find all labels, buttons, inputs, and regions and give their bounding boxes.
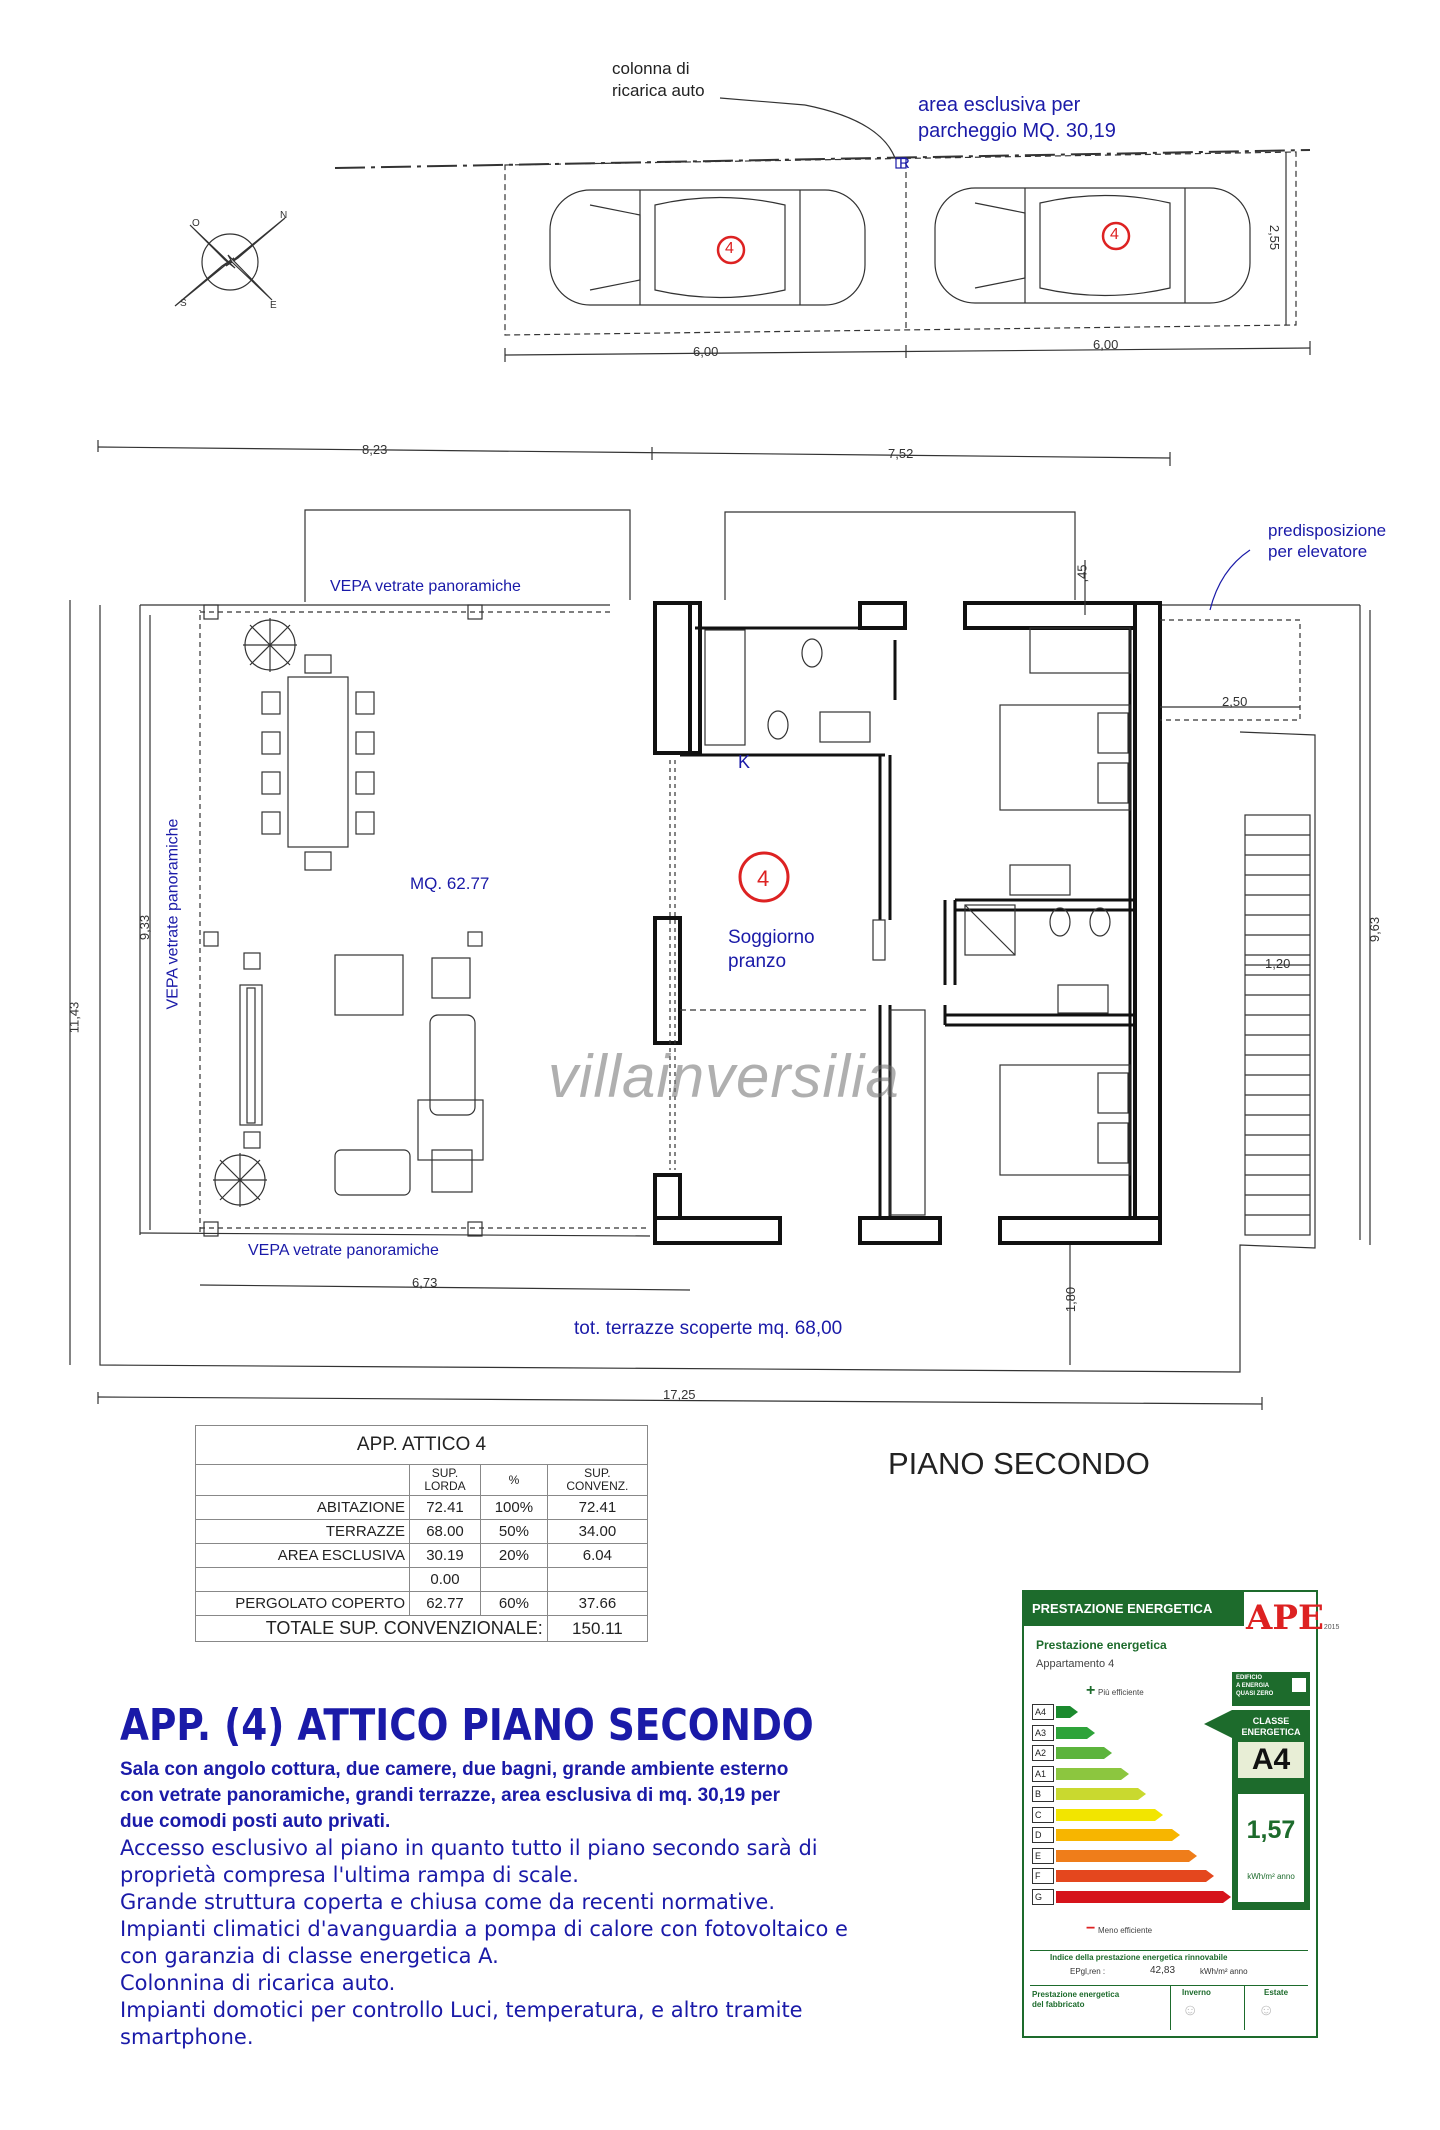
energy-subtitle: Prestazione energetica bbox=[1036, 1638, 1167, 1652]
plus-icon: + bbox=[1086, 1682, 1096, 1699]
stairs bbox=[1245, 815, 1310, 1235]
row-pct bbox=[481, 1568, 548, 1592]
energy-class-tip bbox=[1087, 1727, 1095, 1739]
terraces-label: tot. terrazze scoperte mq. 68,00 bbox=[574, 1318, 843, 1339]
header-lorda: SUP. LORDA bbox=[410, 1465, 481, 1496]
energy-class-tip bbox=[1155, 1809, 1163, 1821]
class-label: CLASSE ENERGETICA bbox=[1241, 1716, 1301, 1737]
car-1 bbox=[550, 190, 865, 305]
dining-table bbox=[262, 655, 374, 870]
dim-height-inner: 9,33 bbox=[137, 914, 153, 941]
renewable-title: Indice della prestazione energetica rinnovabile bbox=[1050, 1953, 1228, 1962]
charger-label: colonna di ricarica auto bbox=[612, 59, 705, 100]
renewable-box bbox=[1030, 1950, 1308, 1986]
row-label: TERRAZZE bbox=[196, 1520, 410, 1544]
energy-class-tip bbox=[1223, 1891, 1231, 1903]
summer-label: Estate bbox=[1264, 1988, 1289, 1997]
dim-elevator: 2,50 bbox=[1222, 694, 1248, 709]
table-caption: APP. ATTICO 4 bbox=[196, 1426, 648, 1465]
renewable-label: EPgl,ren : bbox=[1070, 1967, 1106, 1976]
row-label: ABITAZIONE bbox=[196, 1496, 410, 1520]
table-total-row bbox=[196, 1616, 648, 1642]
row-pct: 50% bbox=[481, 1520, 548, 1544]
plant-top bbox=[243, 618, 297, 672]
more-efficient: Più efficiente bbox=[1098, 1688, 1144, 1697]
dim-top-left: 8,23 bbox=[362, 442, 388, 457]
description bbox=[120, 1700, 980, 2051]
table-row bbox=[196, 1544, 648, 1568]
energy-performance-label bbox=[1022, 1590, 1340, 2038]
renewable-value: 42,83 bbox=[1150, 1965, 1176, 1976]
vepa-bottom-label: VEPA vetrate panoramiche bbox=[248, 1242, 439, 1259]
energy-class-fill bbox=[1056, 1768, 1121, 1780]
energy-class-tip bbox=[1121, 1768, 1129, 1780]
energy-class-label: A3 bbox=[1032, 1725, 1054, 1741]
table-row bbox=[196, 1520, 648, 1544]
area-mq-label: MQ. 62.77 bbox=[410, 874, 490, 893]
compass-e: E bbox=[270, 300, 277, 311]
row-pct: 60% bbox=[481, 1592, 548, 1616]
plant-bottom bbox=[213, 1153, 267, 1207]
energy-class-tip bbox=[1189, 1850, 1197, 1862]
dim-total: 17,25 bbox=[663, 1387, 696, 1402]
minus-icon: − bbox=[1086, 1920, 1096, 1937]
table-row bbox=[196, 1592, 648, 1616]
nzeb-label: EDIFICIO A ENERGIA QUASI ZERO bbox=[1236, 1675, 1274, 1697]
energy-class-fill bbox=[1056, 1850, 1189, 1862]
description-body: Accesso esclusivo al piano in quanto tutto il piano secondo sarà di proprietà compresa l'ultima rampa di scale. Grande struttura coperta e chiusa come da recenti normative. Impianti climatici d'avanguardia a pompa di calore con fotovoltaico e con garanzia di classe energetica A. Colonnina di ricarica auto. Impianti domotici per controllo Luci, temperatura, e altro tramite smartphone. bbox=[120, 1836, 848, 2049]
perf-divider bbox=[1244, 1986, 1245, 2030]
unit-number: 4 bbox=[757, 866, 770, 891]
table-row bbox=[196, 1496, 648, 1520]
row-lorda: 62.77 bbox=[410, 1592, 481, 1616]
energy-class-label: A4 bbox=[1032, 1704, 1054, 1720]
total-label: TOTALE SUP. CONVENZIONALE: bbox=[196, 1616, 548, 1642]
summer-smiley-icon: ☺ bbox=[1258, 2002, 1275, 2019]
ape-logo: APE2015 bbox=[1246, 1598, 1340, 1638]
building-perf-label: Prestazione energetica del fabbricato bbox=[1032, 1990, 1120, 2009]
energy-class-fill bbox=[1056, 1706, 1070, 1718]
current-class-arrow bbox=[1204, 1710, 1232, 1738]
energy-unit: Appartamento 4 bbox=[1036, 1658, 1115, 1670]
description-title: APP. (4) ATTICO PIANO SECONDO bbox=[120, 1700, 814, 1751]
energy-class-label: B bbox=[1032, 1786, 1054, 1802]
dim-top-right: 7,52 bbox=[888, 446, 914, 461]
row-lorda: 30.19 bbox=[410, 1544, 481, 1568]
energy-class-fill bbox=[1056, 1747, 1104, 1759]
dim-180: 1,80 bbox=[1063, 1286, 1079, 1313]
class-box bbox=[1232, 1710, 1310, 1910]
dim-terrace: 6,73 bbox=[412, 1275, 438, 1290]
energy-header: PRESTAZIONE ENERGETICA bbox=[1024, 1592, 1244, 1626]
row-lorda: 72.41 bbox=[410, 1496, 481, 1520]
energy-class-fill bbox=[1056, 1788, 1138, 1800]
row-lorda: 68.00 bbox=[410, 1520, 481, 1544]
energy-class-label: E bbox=[1032, 1848, 1054, 1864]
row-pct: 100% bbox=[481, 1496, 548, 1520]
dim-45: ,45 bbox=[1074, 564, 1090, 583]
dim-stair: 1,20 bbox=[1265, 956, 1291, 971]
perf-divider bbox=[1170, 1986, 1171, 2030]
energy-class-fill bbox=[1056, 1891, 1223, 1903]
energy-class-fill bbox=[1056, 1809, 1155, 1821]
row-lorda: 0.00 bbox=[410, 1568, 481, 1592]
parking-space-number-1: 4 bbox=[725, 240, 734, 257]
total-value: 150.11 bbox=[547, 1616, 647, 1642]
vepa-side-label: VEPA vetrate panoramiche bbox=[164, 818, 182, 1010]
table-row bbox=[196, 1568, 648, 1592]
energy-value-box bbox=[1238, 1794, 1304, 1902]
description-highlight: Sala con angolo cottura, due camere, due bagni, grande ambiente esterno con vetrate panoramiche, grandi terrazze, area esclusiva di mq. 30,19 per due comodi posti auto privati. bbox=[120, 1759, 789, 1832]
elevator-note: predisposizione per elevatore bbox=[1268, 521, 1387, 561]
energy-class-label: A1 bbox=[1032, 1766, 1054, 1782]
car-2 bbox=[935, 188, 1250, 303]
parking-dim-1: 6,00 bbox=[693, 344, 719, 359]
energy-class-tip bbox=[1172, 1829, 1180, 1841]
winter-smiley-icon: ☺ bbox=[1182, 2002, 1199, 2019]
energy-value-unit: kWh/m² anno bbox=[1247, 1872, 1295, 1881]
energy-class-fill bbox=[1056, 1870, 1206, 1882]
row-conv: 72.41 bbox=[547, 1496, 647, 1520]
energy-class-label: C bbox=[1032, 1807, 1054, 1823]
energy-class-label: F bbox=[1032, 1868, 1054, 1884]
compass-s: S bbox=[180, 298, 187, 309]
energy-class-label: D bbox=[1032, 1827, 1054, 1843]
exclusive-parking-label: area esclusiva per parcheggio MQ. 30,19 bbox=[918, 94, 1116, 142]
energy-value: 1,57 bbox=[1246, 1816, 1296, 1844]
floor-title: PIANO SECONDO bbox=[888, 1446, 1150, 1481]
row-conv bbox=[547, 1568, 647, 1592]
row-label: AREA ESCLUSIVA bbox=[196, 1544, 410, 1568]
parking-dim-2: 6,00 bbox=[1093, 337, 1119, 352]
row-pct: 20% bbox=[481, 1544, 548, 1568]
compass-o: O bbox=[192, 218, 200, 229]
parking-dim-depth: 2,55 bbox=[1267, 224, 1283, 251]
less-efficient: Meno efficiente bbox=[1098, 1926, 1153, 1935]
energy-class-tip bbox=[1104, 1747, 1112, 1759]
header-conv: SUP. CONVENZ. bbox=[547, 1465, 647, 1496]
class-value: A4 bbox=[1238, 1742, 1304, 1778]
row-conv: 37.66 bbox=[547, 1592, 647, 1616]
vepa-top-label: VEPA vetrate panoramiche bbox=[330, 578, 521, 595]
area-table bbox=[195, 1425, 648, 1642]
energy-class-tip bbox=[1070, 1706, 1078, 1718]
parking-space-number-2: 4 bbox=[1110, 226, 1119, 243]
energy-class-tip bbox=[1138, 1788, 1146, 1800]
energy-class-fill bbox=[1056, 1829, 1172, 1841]
watermark: villainversilia bbox=[548, 1043, 900, 1110]
living-label: Soggiorno pranzo bbox=[728, 927, 815, 972]
row-label bbox=[196, 1568, 410, 1592]
compass-n: N bbox=[280, 210, 288, 221]
energy-class-fill bbox=[1056, 1727, 1087, 1739]
ape-logo-year: 2015 bbox=[1323, 1624, 1340, 1631]
energy-class-label: G bbox=[1032, 1889, 1054, 1905]
energy-class-tip bbox=[1206, 1870, 1214, 1882]
renewable-unit: kWh/m² anno bbox=[1200, 1967, 1248, 1976]
nzeb-box bbox=[1232, 1672, 1310, 1706]
kitchen-label: K bbox=[738, 752, 751, 772]
dim-height-left: 11,43 bbox=[66, 1001, 82, 1034]
charger-mark: R bbox=[899, 155, 910, 172]
energy-class-label: A2 bbox=[1032, 1745, 1054, 1761]
header-pct: % bbox=[481, 1465, 548, 1496]
nzeb-checkbox bbox=[1292, 1678, 1306, 1692]
row-conv: 34.00 bbox=[547, 1520, 647, 1544]
winter-label: Inverno bbox=[1182, 1988, 1211, 1997]
table-header-blank bbox=[196, 1465, 410, 1496]
dim-height-right: 9,63 bbox=[1367, 916, 1383, 943]
row-conv: 6.04 bbox=[547, 1544, 647, 1568]
row-label: PERGOLATO COPERTO bbox=[196, 1592, 410, 1616]
compass-rose bbox=[175, 218, 285, 306]
